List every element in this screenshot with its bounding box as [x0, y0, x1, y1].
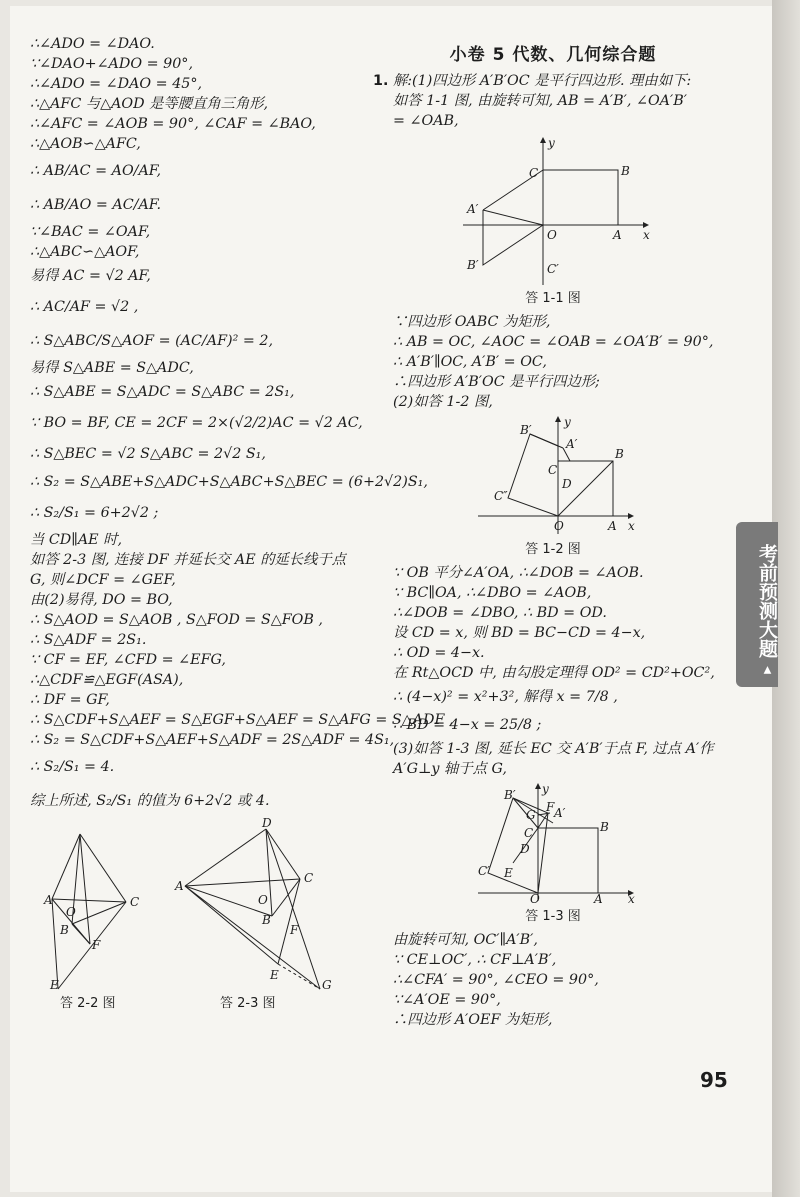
svg-text:D: D: [262, 816, 272, 830]
text-line: ∴△AOB∽△AFC,: [30, 136, 141, 152]
svg-text:F: F: [546, 800, 555, 814]
svg-text:F: F: [92, 938, 101, 952]
text-line: 综上所述, S₂/S₁ 的值为 6+2√2 或 4.: [30, 793, 270, 809]
svg-text:O: O: [554, 519, 564, 533]
text-line: ∴ S△AOD = S△AOB , S△FOD = S△FOB ,: [30, 612, 323, 628]
text-line: ∴ S△ABE = S△ADC = S△ABC = 2S₁,: [30, 384, 295, 400]
text-line: ∴ S₂/S₁ = 6+2√2 ;: [30, 505, 159, 521]
text-line: ∴△CDF≌△EGF(ASA),: [30, 672, 184, 688]
text-line: 由旋转可知, OC′∥A′B′,: [393, 932, 538, 948]
svg-text:C′: C′: [478, 864, 490, 878]
page-number: 95: [700, 1068, 728, 1092]
section-side-tab[interactable]: [736, 522, 778, 687]
svg-text:y: y: [548, 136, 555, 150]
text-line: ∴ S△BEC = √2 S△ABC = 2√2 S₁,: [30, 446, 266, 462]
svg-text:O: O: [547, 228, 557, 242]
figure-caption: 答 2-3 图: [220, 996, 276, 1011]
text-line: ∵∠DAO+∠ADO = 90°,: [30, 56, 194, 72]
text-line: 易得 AC = √2 AF,: [30, 268, 151, 284]
figure-1-3: [468, 782, 638, 906]
figure-caption: 答 1-3 图: [525, 909, 581, 924]
figure-1-2: [468, 416, 638, 536]
text-line: ∴∠ADO = ∠DAO = 45°,: [30, 76, 203, 92]
text-line: ∴ S△CDF+S△AEF = S△EGF+S△AEF = S△AFG = S△ADF ,: [30, 712, 454, 728]
text-line: ∴△ABC∽△AOF,: [30, 244, 140, 260]
text-line: ∵ BC∥OA, ∴∠DBO = ∠AOB,: [393, 585, 592, 601]
svg-text:C: C: [529, 166, 539, 180]
section-title: 小卷 5 代数、几何综合题: [449, 45, 657, 65]
text-line: ∴四边形 A′B′OC 是平行四边形;: [393, 374, 600, 390]
text-line: ∵ OB 平分∠A′OA, ∴∠DOB = ∠AOB.: [393, 565, 644, 581]
text-line: (3)如答 1-3 图, 延长 EC 交 A′B′于点 F, 过点 A′作: [393, 741, 714, 757]
text-line: 由(2)易得, DO = BO,: [30, 592, 173, 608]
svg-text:E: E: [50, 978, 59, 992]
text-line: ∴ S₂ = S△ABE+S△ADC+S△ABC+S△BEC = (6+2√2)S₁,: [30, 474, 428, 490]
svg-text:B′: B′: [520, 423, 532, 437]
text-line: ∴ (4−x)² = x²+3², 解得 x = 7/8 ,: [393, 689, 618, 705]
text-line: 设 CD = x, 则 BD = BC−CD = 4−x,: [393, 625, 646, 641]
svg-text:x: x: [628, 892, 635, 906]
svg-text:D: D: [520, 842, 530, 856]
text-line: ∴∠AFC = ∠AOB = 90°, ∠CAF = ∠BAO,: [30, 116, 316, 132]
svg-text:C: C: [130, 895, 140, 909]
figure-caption: 答 2-2 图: [60, 996, 116, 1011]
text-line: ∴ AB = OC, ∠AOC = ∠OAB = ∠OA′B′ = 90°,: [393, 334, 714, 350]
triangle-icon: ▲: [762, 664, 773, 676]
text-line: ∵ CE⊥OC′, ∴ CF⊥A′B′,: [393, 952, 557, 968]
text-line: ∴∠DOB = ∠DBO, ∴ BD = OD.: [393, 605, 607, 621]
figure-caption: 答 1-2 图: [525, 542, 581, 557]
svg-text:C′: C′: [547, 262, 559, 276]
text-line: ∴ S△ABC/S△AOF = (AC/AF)² = 2,: [30, 333, 274, 349]
text-line: 解:(1)四边形 A′B′OC 是平行四边形. 理由如下:: [392, 73, 692, 89]
svg-text:B: B: [621, 164, 630, 178]
svg-text:E: E: [270, 968, 279, 982]
svg-text:E: E: [504, 866, 513, 880]
svg-text:G: G: [526, 808, 536, 822]
text-line: ∵∠A′OE = 90°,: [393, 992, 501, 1008]
svg-text:C″: C″: [494, 489, 508, 503]
question-number: 1.: [373, 73, 389, 89]
svg-text:O: O: [530, 892, 540, 906]
text-line: ∴ S₂/S₁ = 4.: [30, 759, 115, 775]
text-line: 如答 1-1 图, 由旋转可知, AB = A′B′, ∠OA′B′: [393, 93, 687, 109]
svg-text:A′: A′: [566, 437, 578, 451]
svg-text:B: B: [262, 913, 271, 927]
svg-text:C: C: [548, 463, 558, 477]
svg-text:O: O: [66, 905, 76, 919]
text-line: ∴∠ADO = ∠DAO.: [30, 36, 155, 52]
text-line: 在 Rt△OCD 中, 由勾股定理得 OD² = CD²+OC²,: [393, 665, 715, 681]
text-line: ∴∠CFA′ = 90°, ∠CEO = 90°,: [393, 972, 599, 988]
text-line: ∴ S△ADF = 2S₁.: [30, 632, 147, 648]
text-line: ∴ OD = 4−x.: [393, 645, 485, 661]
svg-text:A′: A′: [467, 202, 479, 216]
text-line: ∴ AC/AF = √2 ,: [30, 299, 139, 315]
svg-text:B′: B′: [504, 788, 516, 802]
svg-text:C: C: [524, 826, 534, 840]
text-line: ∴ S₂ = S△CDF+S△AEF+S△ADF = 2S△ADF = 4S₁,: [30, 732, 395, 748]
text-line: G, 则∠DCF = ∠GEF,: [30, 572, 176, 588]
svg-text:y: y: [564, 415, 571, 429]
text-line: ∴△AFC 与△AOD 是等腰直角三角形,: [30, 96, 269, 112]
text-line: ∵ CF = EF, ∠CFD = ∠EFG,: [30, 652, 226, 668]
svg-text:x: x: [643, 228, 650, 242]
text-line: = ∠OAB,: [393, 113, 459, 129]
svg-text:A: A: [608, 519, 617, 533]
svg-text:B: B: [60, 923, 69, 937]
text-line: ∴ BD = 4−x = 25/8 ;: [393, 717, 542, 733]
svg-text:A′: A′: [554, 806, 566, 820]
text-line: ∴ A′B′∥OC, A′B′ = OC,: [393, 354, 547, 370]
figure-1-1: [453, 135, 653, 285]
svg-text:C: C: [304, 871, 314, 885]
svg-text:x: x: [628, 519, 635, 533]
svg-text:y: y: [542, 782, 549, 796]
svg-text:G: G: [322, 978, 332, 992]
figure-2-2-and-2-3: [30, 816, 368, 992]
svg-text:A: A: [175, 879, 184, 893]
svg-text:A: A: [44, 893, 53, 907]
svg-text:F: F: [290, 923, 299, 937]
text-line: 如答 2-3 图, 连接 DF 并延长交 AE 的延长线于点: [30, 552, 346, 568]
svg-text:A: A: [613, 228, 622, 242]
text-line: ∴ AB/AO = AC/AF.: [30, 197, 162, 213]
text-line: (2)如答 1-2 图,: [393, 394, 493, 410]
text-line: ∵∠BAC = ∠OAF,: [30, 224, 151, 240]
text-line: ∴四边形 A′OEF 为矩形,: [393, 1012, 553, 1028]
text-line: ∴ AB/AC = AO/AF,: [30, 163, 162, 179]
text-line: A′G⊥y 轴于点 G,: [393, 761, 507, 777]
side-tab-label: 考前预测大题: [756, 543, 778, 658]
svg-text:B: B: [600, 820, 609, 834]
right-column: [373, 34, 733, 1030]
text-line: ∵四边形 OABC 为矩形,: [393, 314, 551, 330]
svg-text:D: D: [562, 477, 572, 491]
text-line: ∵ BO = BF, CE = 2CF = 2×(√2/2)AC = √2 AC,: [30, 415, 363, 431]
svg-text:B: B: [615, 447, 624, 461]
svg-text:O: O: [258, 893, 268, 907]
svg-text:B′: B′: [467, 258, 479, 272]
text-line: 当 CD∥AE 时,: [30, 532, 122, 548]
figure-caption: 答 1-1 图: [525, 291, 581, 306]
text-line: ∴ DF = GF,: [30, 692, 110, 708]
svg-text:A: A: [594, 892, 603, 906]
text-line: 易得 S△ABE = S△ADC,: [30, 360, 194, 376]
left-figures: [30, 816, 368, 1024]
